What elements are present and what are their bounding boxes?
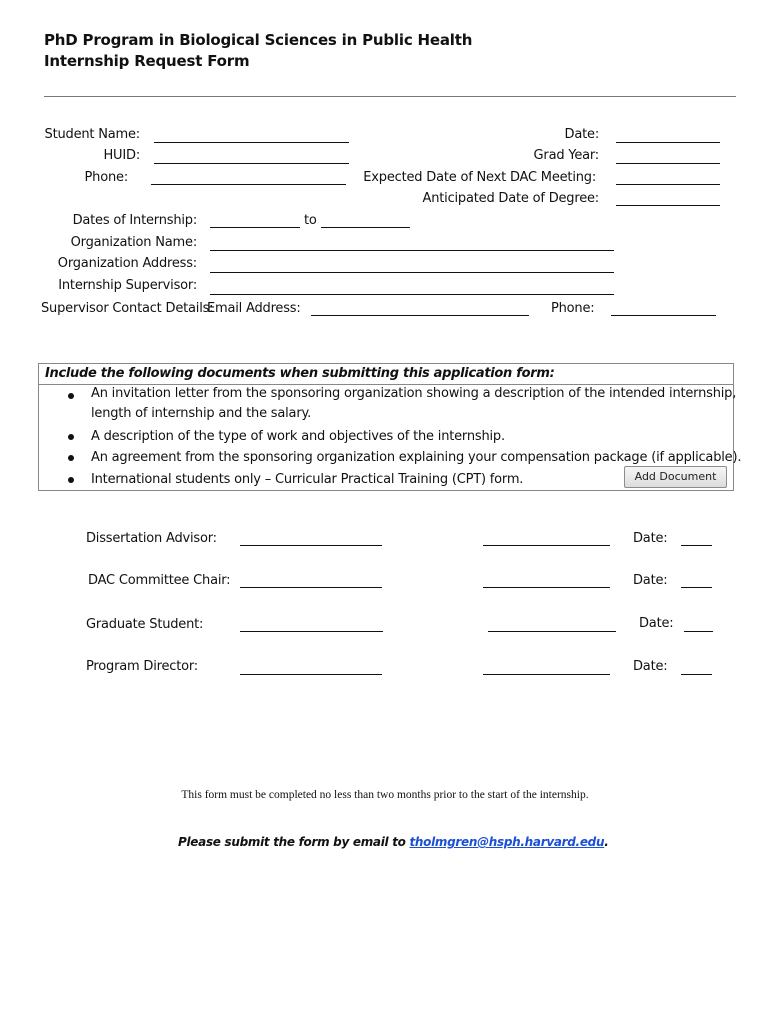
bullet-icon [68, 434, 74, 440]
header-divider [44, 96, 736, 97]
internship-end-field[interactable] [321, 227, 410, 228]
advisor-date-label: Date: [633, 531, 668, 546]
advisor-name-field[interactable] [240, 545, 382, 546]
bullet-icon [68, 393, 74, 399]
student-date-label: Date: [639, 616, 674, 631]
grad-year-field[interactable] [616, 163, 720, 164]
bullet-icon [68, 455, 74, 461]
director-date-field[interactable] [681, 674, 712, 675]
advisor-date-field[interactable] [681, 545, 712, 546]
student-sign-label: Graduate Student: [86, 617, 204, 632]
huid-label: HUID: [103, 148, 140, 163]
next-dac-field[interactable] [616, 184, 720, 185]
doc-item-3: An agreement from the sponsoring organization explaining your compensation package (if applicable). [91, 450, 742, 465]
advisor-label: Dissertation Advisor: [86, 531, 217, 546]
student-signature-field[interactable] [488, 631, 616, 632]
supervisor-contact-label: Supervisor Contact Details: [41, 301, 214, 316]
chair-date-label: Date: [633, 573, 668, 588]
add-document-button[interactable]: Add Document [624, 466, 727, 488]
supervisor-phone-label: Phone: [551, 301, 595, 316]
supervisor-email-label: Email Address: [207, 301, 301, 316]
date-label: Date: [564, 127, 599, 142]
student-name-sign-field[interactable] [240, 631, 383, 632]
director-name-field[interactable] [240, 674, 382, 675]
director-date-label: Date: [633, 659, 668, 674]
date-field[interactable] [616, 142, 720, 143]
supervisor-phone-field[interactable] [611, 315, 716, 316]
submit-suffix: . [604, 835, 609, 849]
doc-item-1: An invitation letter from the sponsoring organization showing a description of the intended internship, [91, 386, 737, 401]
contact-email-link[interactable]: tholmgren@hsph.harvard.edu [409, 835, 605, 849]
director-signature-field[interactable] [483, 674, 610, 675]
phone-label: Phone: [84, 170, 128, 185]
grad-year-label: Grad Year: [533, 148, 599, 163]
student-name-label: Student Name: [44, 127, 140, 142]
student-name-field[interactable] [154, 142, 349, 143]
internship-dates-label: Dates of Internship: [72, 213, 197, 228]
bullet-icon [68, 477, 74, 483]
phone-field[interactable] [151, 184, 346, 185]
chair-label: DAC Committee Chair: [88, 573, 231, 588]
form-title-line1: PhD Program in Biological Sciences in Public Health [44, 31, 473, 49]
director-label: Program Director: [86, 659, 198, 674]
org-name-label: Organization Name: [70, 235, 197, 250]
degree-date-field[interactable] [616, 205, 720, 206]
degree-date-label: Anticipated Date of Degree: [422, 191, 599, 206]
submit-prefix: Please submit the form by email to [178, 835, 410, 849]
submit-instructions [178, 835, 608, 849]
documents-heading: Include the following documents when submitting this application form: [45, 366, 555, 381]
supervisor-field[interactable] [210, 294, 614, 295]
org-name-field[interactable] [210, 250, 614, 251]
supervisor-label: Internship Supervisor: [58, 278, 197, 293]
doc-item-1-cont: length of internship and the salary. [91, 406, 312, 421]
chair-name-field[interactable] [240, 587, 382, 588]
huid-field[interactable] [154, 163, 349, 164]
chair-date-field[interactable] [681, 587, 712, 588]
documents-heading-row [39, 364, 733, 385]
deadline-note: This form must be completed no less than two months prior to the start of the internship. [181, 789, 589, 801]
org-address-label: Organization Address: [57, 256, 197, 271]
org-address-field[interactable] [210, 272, 614, 273]
advisor-signature-field[interactable] [483, 545, 610, 546]
doc-item-4: International students only – Curricular Practical Training (CPT) form. [91, 472, 524, 487]
doc-item-2: A description of the type of work and objectives of the internship. [91, 429, 505, 444]
supervisor-email-field[interactable] [311, 315, 529, 316]
next-dac-label: Expected Date of Next DAC Meeting: [363, 170, 596, 185]
student-date-field[interactable] [684, 631, 713, 632]
chair-signature-field[interactable] [483, 587, 610, 588]
form-title-line2: Internship Request Form [44, 52, 250, 70]
to-label: to [304, 213, 317, 228]
internship-start-field[interactable] [210, 227, 300, 228]
